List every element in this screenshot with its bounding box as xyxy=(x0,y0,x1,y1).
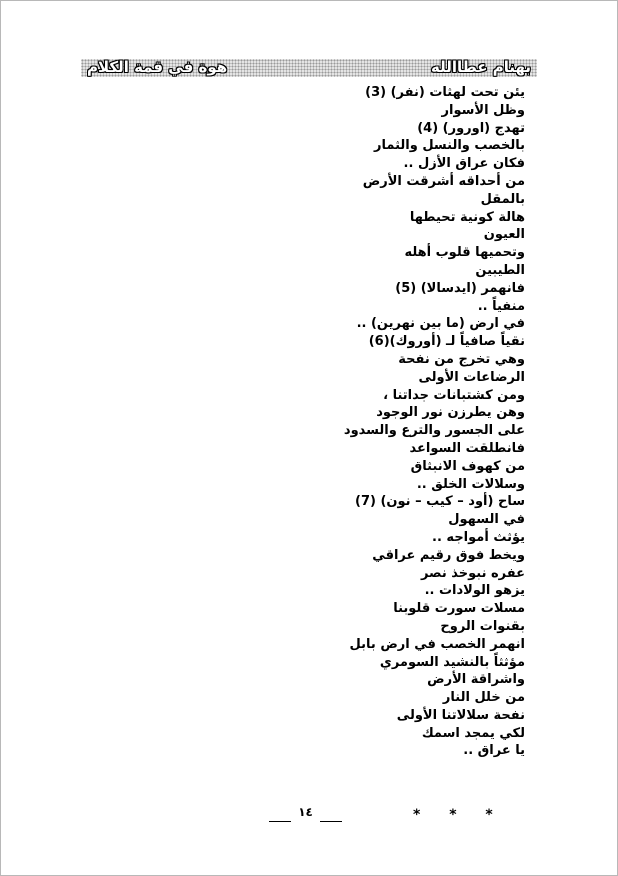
poem-line: بالخصب والنسل والثمار xyxy=(374,138,525,154)
poem-line: وهي تخرج من نفحة xyxy=(398,351,525,367)
poem-line: مسلات سورت قلوبنا xyxy=(393,601,525,617)
poem-line: فكان عراق الأزل .. xyxy=(403,156,525,172)
poem-line: فانهمر (ايدسالا) (5) xyxy=(395,280,525,296)
poem-line: يؤثث أمواجه .. xyxy=(432,529,525,545)
poem-line: وسلالات الخلق .. xyxy=(416,476,525,492)
poem-line: وهن يطرزن نور الوجود xyxy=(376,405,525,421)
running-header xyxy=(81,59,537,77)
header-author: بهنام عطاالله xyxy=(431,58,531,76)
poem-line: الطيبين xyxy=(475,262,525,278)
poem-line: ساح (أود – كيب – نون) (7) xyxy=(355,494,525,510)
page-number-value: ١٤ xyxy=(298,805,313,819)
poem-line: انهمر الخصب في ارض بابل xyxy=(349,636,525,652)
poem-line: بالمقل xyxy=(480,191,525,207)
poem-line: على الجسور والترع والسدود xyxy=(343,423,525,439)
poem-line: العيون xyxy=(483,227,525,243)
poem-line: الرضاعات الأولى xyxy=(418,369,525,385)
poem-line: من أحداقه أشرقت الأرض xyxy=(362,173,525,189)
poem-line: ومن كشتبانات جداتنا ، xyxy=(383,387,525,403)
poem-line: فانطلقت السواعد xyxy=(409,440,525,456)
poem-line: من خلل النار xyxy=(442,690,525,706)
page-number xyxy=(266,805,345,822)
poem-line: في ارض (ما بين نهرين) .. xyxy=(356,316,525,332)
poem-line: واشراقة الأرض xyxy=(427,672,525,688)
poem-line: وتحميها قلوب أهله xyxy=(404,245,525,261)
poem-line: يئن تحت لهثات (نفر) (3) xyxy=(365,85,525,100)
poem-text xyxy=(344,84,525,760)
section-end-stars: * * * xyxy=(413,807,505,823)
poem-line: تهدج (اورور) (4) xyxy=(417,120,525,136)
poem-line: هالة كونية تحيطها xyxy=(409,209,525,225)
poem-line: لكي يمجد اسمك xyxy=(421,725,525,741)
poem-line: بقنوات الروح xyxy=(440,618,525,634)
poem-line: نقياً صافياً لـ (أوروك)(6) xyxy=(368,334,525,350)
poem-line: مؤثثاً بالنشيد السومري xyxy=(379,654,525,670)
page-number-rule-left xyxy=(269,821,291,822)
header-book-title: هوة في قمة الكلام xyxy=(87,58,228,76)
poem-line: من كهوف الانبثاق xyxy=(410,458,525,474)
poem-line: وظل الأسوار xyxy=(441,102,525,118)
poem-line: يا عراق .. xyxy=(463,743,525,759)
poem-line: ويخط فوق رقيم عراقي xyxy=(372,547,525,563)
poem-line: يزهو الولادات .. xyxy=(424,583,525,599)
page-number-rule-right xyxy=(320,821,342,822)
poem-line: في السهول xyxy=(448,512,525,528)
poem-line: منفياً .. xyxy=(477,298,525,314)
poem-line: عفره نبوخذ نصر xyxy=(420,565,525,581)
poem-line: نفحة سلالاتنا الأولى xyxy=(396,707,525,723)
